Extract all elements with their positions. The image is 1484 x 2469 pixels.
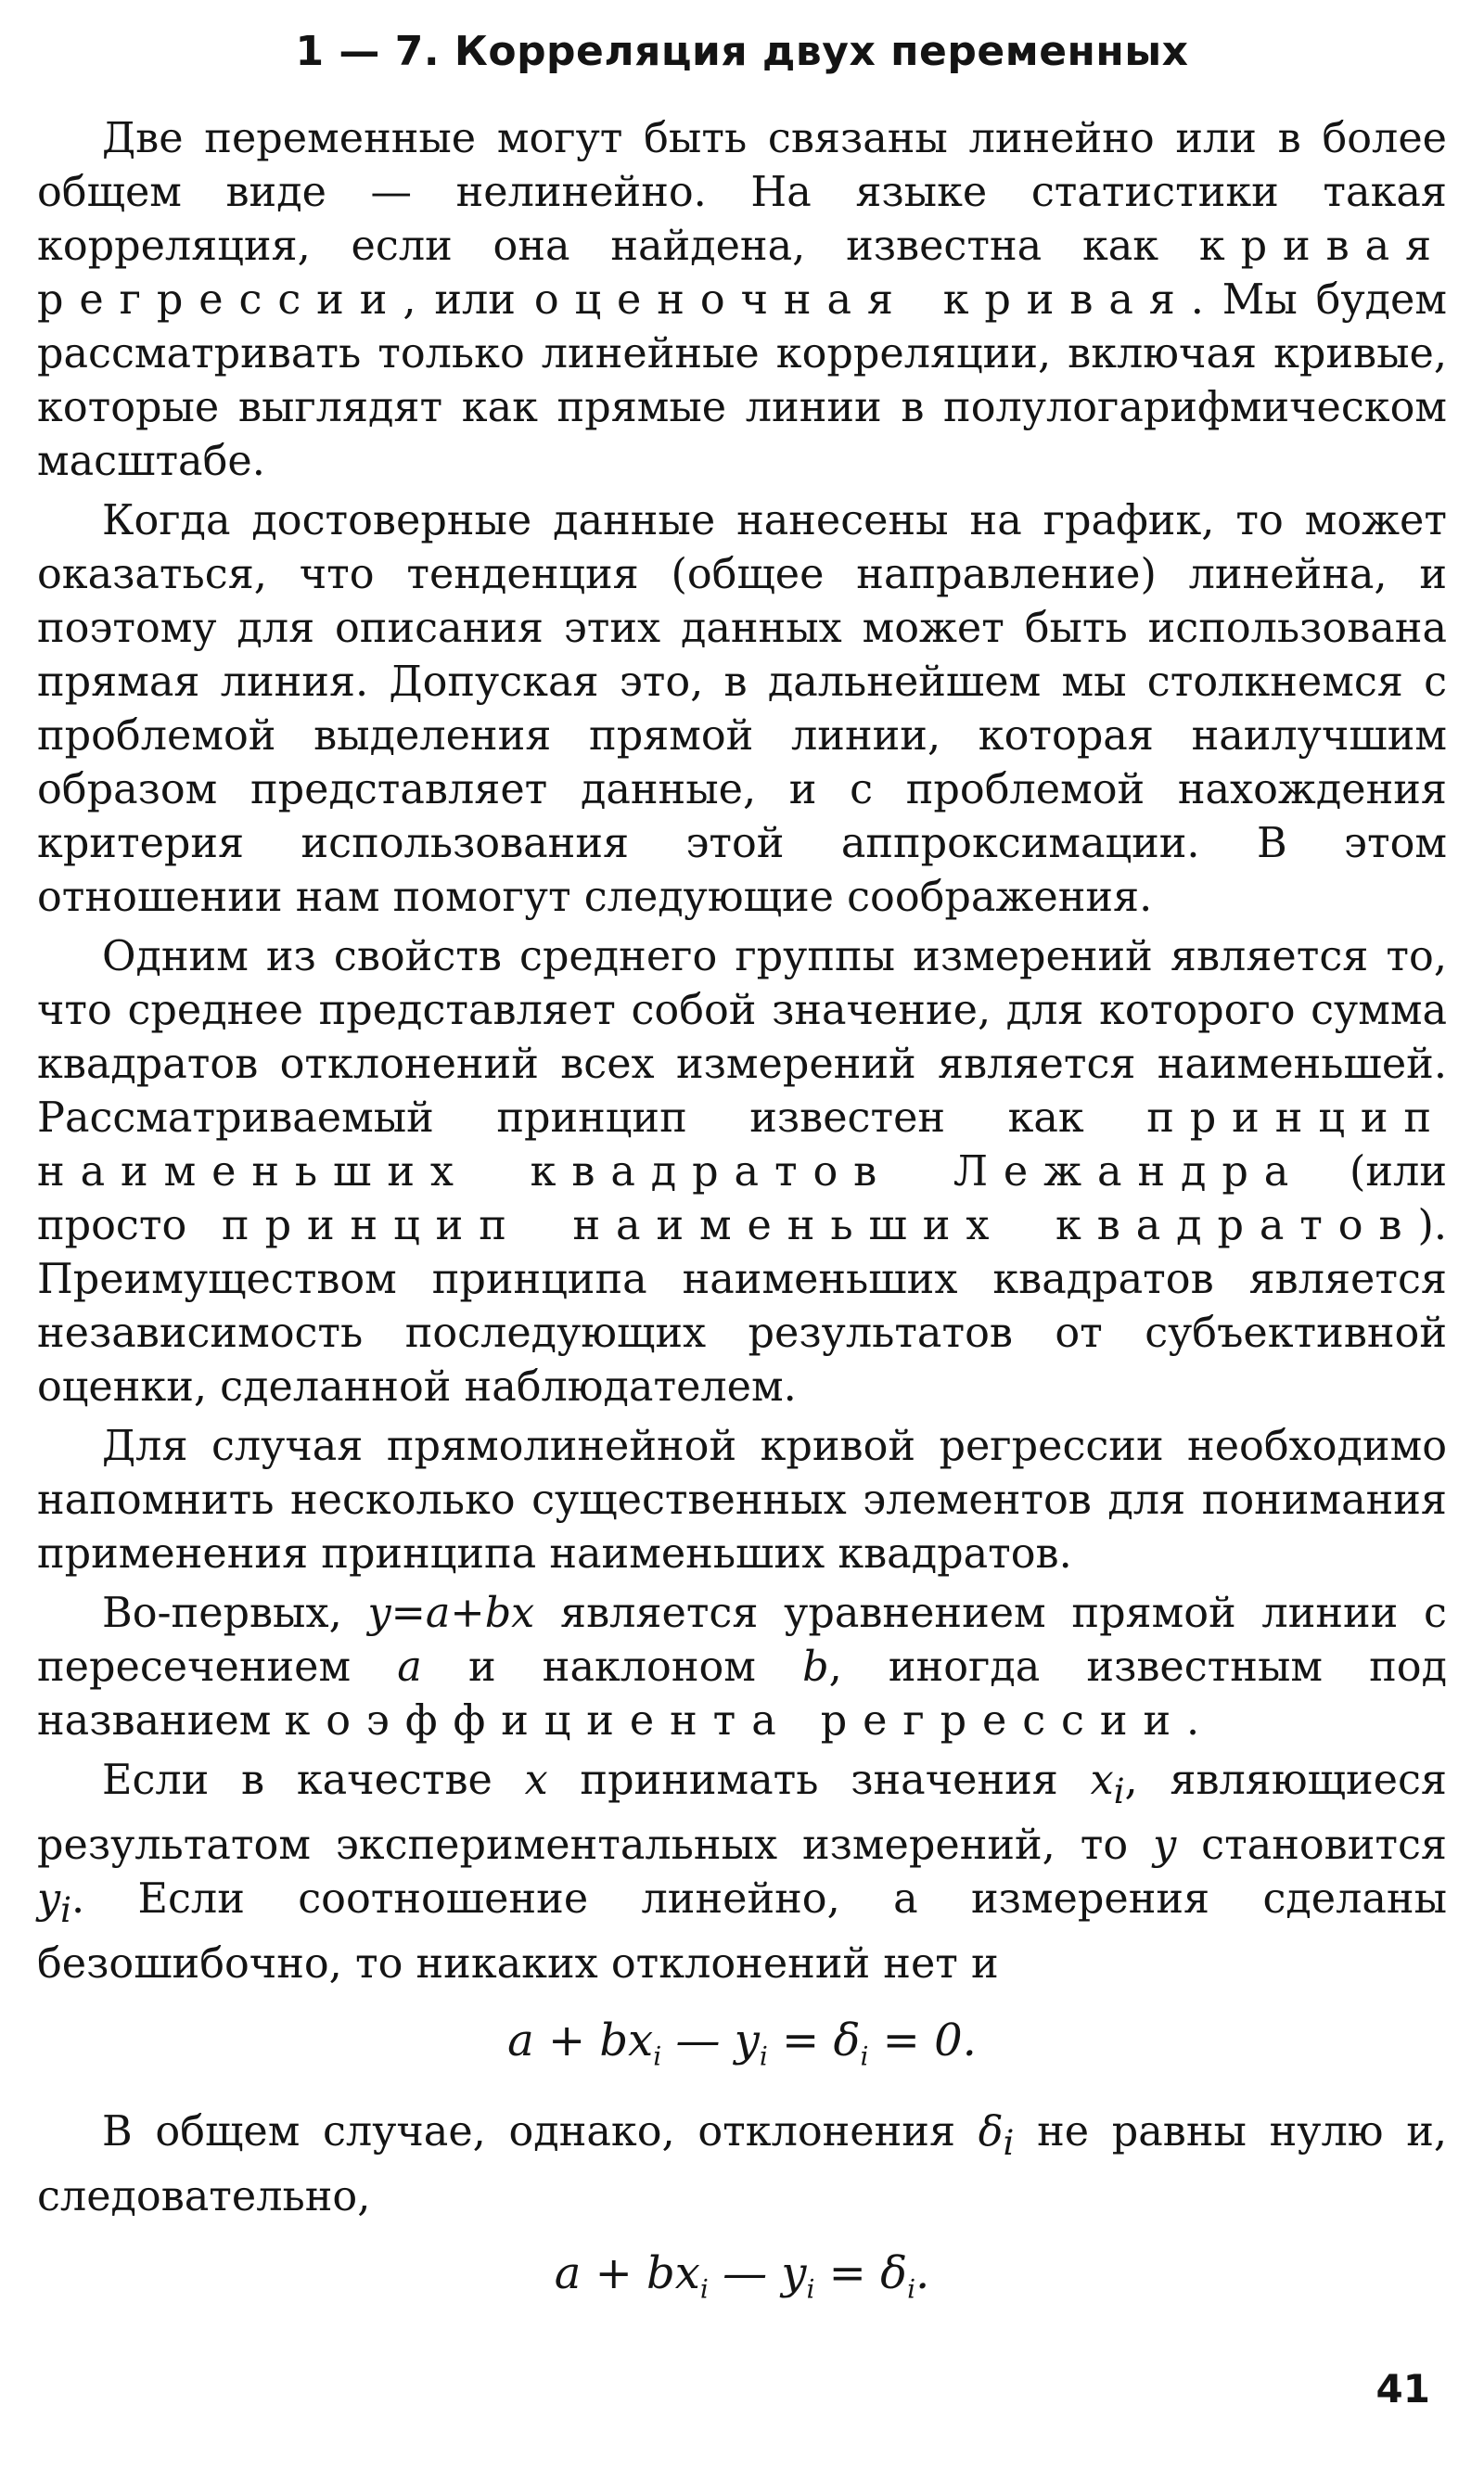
spaced-term: оценочная кривая	[533, 276, 1191, 324]
spaced-term: принцип наименьших квадратов Лежандра	[37, 1094, 1447, 1196]
formula-1: $a + bx_i$ — $y_i = \delta_i = 0$.	[507, 2014, 977, 2072]
paragraph-2: Когда достоверные данные нанесены на график, то может оказаться, что тенденция (общее направление) линейна, и поэтому для описания этих данных может быть использована прямая линия. Допуская это, в дальнейшем мы столкнемся с проблемой выделения прямой линии, которая наилучшим образом представляет данные, и с проблемой нахождения критерия использования этой аппроксимации. В этом отношении нам помогут следующие соображения.	[37, 497, 1447, 921]
paragraph-7: В общем случае, однако, отклонения $\delta_i$ не равны нулю и, следовательно,	[37, 2108, 1447, 2221]
paragraph-3: Одним из свойств среднего группы измерений является то, что среднее представляет собой значение, для которого сумма квадратов отклонений всех измерений является наименьшей. Рассматриваемый принцип известен как принцип наименьших квадратов Лежандра (или просто принцип наименьших квадратов). Преимуществом принципа наименьших квадратов является независимость последующих результатов от субъективной оценки, сделанной наблюдателем.	[37, 933, 1447, 1411]
spaced-term: коэффициента регрессии	[284, 1697, 1187, 1745]
symbol-b: b	[802, 1644, 829, 1691]
paragraph-4: Для случая прямолинейной кривой регрессии необходимо напомнить несколько существенных элементов для понимания применения принципа наименьших квадратов.	[37, 1423, 1447, 1578]
spaced-term: принцип наименьших квадратов	[222, 1202, 1418, 1249]
formula-2: $a + bx_i$ — $y_i = \delta_i$.	[554, 2247, 930, 2305]
paragraph-1: Две переменные могут быть связаны линейно или в более общем виде — нелинейно. На языке статистики такая корреляция, если она найдена, известна как кривая регрессии, или оценочная кривая. Мы будем рассматривать только линейные корреляции, включая кривые, которые выглядят как прямые линии в полулогарифмическом масштабе.	[37, 115, 1447, 485]
paragraph-5: Во-первых, y=a+bx является уравнением прямой линии с пересечением a и наклоном b, иногда известным под названием коэффициента регрессии.	[37, 1590, 1447, 1745]
spaced-term: кривая регрессии	[37, 223, 1447, 324]
paragraph-6: Если в качестве x принимать значения $x_i$, являющиеся результатом экспериментальных измерений, то y становится $y_i$. Если соотношение линейно, а измерения сделаны безошибочно, то никаких отклонений нет и	[37, 1757, 1448, 1988]
page-number: 41	[1375, 2366, 1430, 2411]
document-page	[37, 19, 1447, 2449]
equation-inline: y=a+bx	[367, 1590, 535, 1637]
section-title: 1 — 7. Корреляция двух переменных	[295, 28, 1189, 75]
symbol-a: a	[397, 1644, 422, 1691]
